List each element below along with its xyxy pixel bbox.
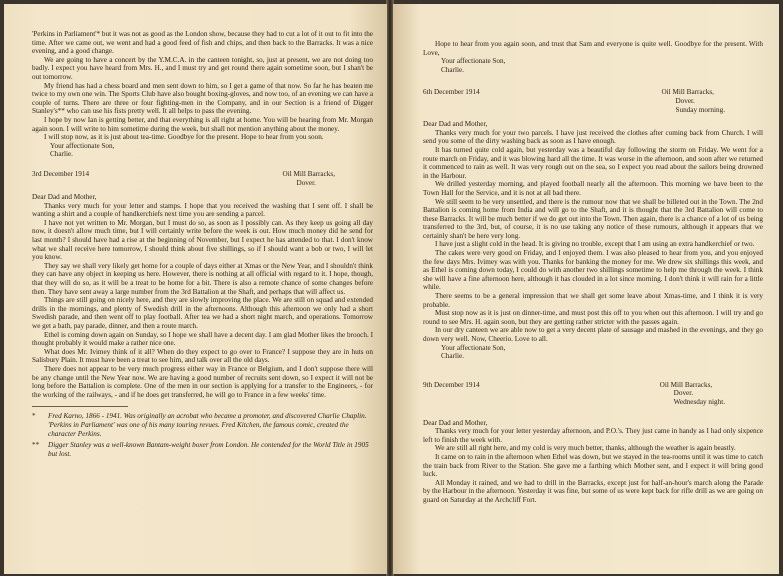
salutation: Dear Dad and Mother,	[423, 418, 488, 427]
letter-date: 9th December 1914	[423, 380, 480, 389]
left-page	[4, 4, 387, 574]
paragraph: I have just a slight cold in the head. It is giving no trouble, except that I am using an extra handkerchief or two.	[435, 240, 755, 249]
letter-9th-december	[423, 381, 763, 505]
footnote-mark: **	[32, 441, 40, 450]
paragraph: I will stop now, as it is just about tea-time. Goodbye for the present. Hope to hear from you soon.	[44, 133, 324, 142]
footnote-text: Digger Stanley was a well-known Bantam-weight boxer from London. He contended for the World Title in 1905 but lost.	[48, 441, 369, 458]
paragraph: We still seem to be very unsettled, and there is the rumour now that we shall be billeted out in the Town. The 2nd Battalion is coming home from India and will go to the Shaft, and it is thought that the 3rd Battalion will come to these Barracks. It will be much better if we do get out into the Town. Then again, there is a chance of a lot of us being transferred to the 3rd, but, of course, it is no use taking any notice of these rumours, although it appears that we certainly shan't be here very long.	[423, 197, 763, 240]
signature: Charlie.	[441, 352, 464, 361]
address-line: Oil Mill Barracks,	[282, 169, 335, 178]
paragraph: We are going to have a concert by the Y.M.C.A. in the canteen tonight, so, just at present, we are not doing too badly. I expect you have heard from Mrs. H., and I must try and get round there again sometime soon, but I shan't be out tomorrow.	[32, 55, 373, 81]
letter-address	[660, 381, 763, 407]
letter-date: 3rd December 1914	[32, 169, 90, 178]
letter-header	[423, 88, 763, 114]
footnote	[32, 441, 373, 458]
letter-date: 6th December 1914	[423, 88, 480, 97]
paragraph: I have not yet written to Mr. Morgan, but I must do so, as soon as I possibly can. As they keep us going all day now, it doesn't allow much time, but I will certainly write before the week is out. How much money did he send for last month? I should have had a rise at the beginning of November, but I expect he has attended to that. I don't know what we shall receive here tomorrow, I should think about five shillings, so if I should want a bob or two, I will let you know.	[32, 218, 373, 262]
closing-line: Your affectionate Son,	[441, 343, 506, 352]
paragraph: Thanks very much for your two parcels. I have just received the clothes after coming back from Church. I will send you some of the dirty washing back as soon as I have enough.	[423, 128, 763, 146]
letter-header	[32, 170, 373, 187]
letter-address	[283, 170, 374, 187]
signature: Charlie.	[50, 150, 73, 159]
letter-continuation	[32, 30, 373, 159]
paragraph: I hope by now Ian is getting better, and that everything is all right at home. You will be hearing from Mr. Morgan again soon. I will write to him sometime during the week, but shall not mention anything about the money.	[32, 115, 373, 133]
right-page	[393, 4, 779, 574]
letter-3rd-december	[32, 170, 373, 399]
address-line: Dover.	[675, 96, 695, 105]
letter-header	[423, 381, 763, 407]
address-line: Sunday morning.	[675, 105, 725, 114]
salutation: Dear Dad and Mother,	[423, 120, 488, 129]
paragraph: We drilled yesterday morning, and played football nearly all the afternoon. This morning we have been to the Town Hall for the Service, and it is not at all bad there.	[423, 180, 763, 197]
paragraph: What does Mr. Ivimey think of it all? When do they expect to go over to France? I suppose they are in huts on Salisbury Plain. It must have been a treat to see him, and talk over all the old days.	[32, 347, 373, 365]
letter-address	[661, 88, 763, 114]
paragraph: They say we shall very likely get home for a couple of days either at Xmas or the New Year, and I shouldn't think they can have any object in keeping us here. However, there is nothing at all official with regard to it. I hope, though, that they will do so, as it will be a treat to be home for a bit. There is also a remote chance of some changes before then. They have sent away a large number from the 3rd Battalion at the Shaft, and perhaps that will affect us.	[32, 261, 373, 296]
paragraph: There does not appear to be very much progress either way in France or Belgium, and I don't suppose there will be any change until the New Year now. We are having a good number of recruits sent down, so I expect it will not be long before the Battalion is complete. One of the men in our section is applying for a transfer to the Engineers, - for the working of the railways, - and if he does get transferred, he will go to France in a few weeks' time.	[32, 364, 373, 399]
signature: Charlie.	[441, 65, 464, 74]
letter-continuation	[423, 40, 763, 74]
paragraph: Hope to hear from you again soon, and trust that Sam and everyone is quite well. Goodbye for the present. With Love,	[423, 40, 763, 57]
paragraph: It has turned quite cold again, but yesterday was a beautiful day following the storm on Friday. We went for a route march on Friday, and it was blowing hard all the time. It was worse in the afternoon, and soon after we returned it commenced to rain as well. It was very rough out on the sea, so I expect you read about the sailors being drowned in the Harbour.	[423, 145, 763, 180]
address-line: Oil Mill Barracks,	[659, 380, 713, 389]
footnote-divider	[32, 406, 128, 407]
paragraph: My friend has had a chess board and men sent down to him, so I get a game of that now. So far he has beaten me twice to my own one win. The Sports Club have also bought boxing-gloves, and now too, of an evening we can have a couple of turns. There are three or four fighting-men in the Company, and in our Section is a friend of Digger Stanley's** who can use his fists pretty well. It all helps to pass the evening.	[32, 81, 374, 116]
paragraph: Thanks very much for your letter yesterday afternoon, and P.O.'s. They just came in handy as I had only sixpence left to finish the week with.	[423, 427, 763, 444]
address-line: Dover.	[673, 389, 694, 398]
footnote	[32, 412, 373, 438]
paragraph: We are still all right here, and my cold is very much better, thanks, although the weather is again beastly.	[435, 444, 736, 453]
footnote-text: Fred Karno, 1866 - 1941. Was originally an acrobat who became a promoter, and discovered Charlie Chaplin. 'Perkins in Parliament' was one of his many touring revues. Fred Kitchen, the famous comic, created the character Perkins.	[48, 412, 367, 438]
paragraph: All Monday it rained, and we had to drill in the Barracks, except just for half-an-hour's march along the Parade by the Harbour in the afternoon. Yesterday it was fine, but some of us were kept back for rifle drill as we are going on guard on Saturday at the Archcliff Fort.	[423, 478, 763, 504]
paragraph: It came on to rain in the afternoon when Ethel was down, but we stayed in the tea-rooms until it was time to catch the train back from River to the Station. She gave me a farthing which Mother sent, and I expect it will bring good luck.	[423, 452, 763, 479]
address-line: Oil Mill Barracks,	[661, 88, 714, 97]
paragraph: Must stop now as it is just on dinner-time, and must post this off to you when out this afternoon. I will try and go round to see Mrs. H. again soon, but they are getting rather stricter with the passes again.	[423, 309, 763, 326]
paragraph: The cakes were very good on Friday, and I enjoyed them. I was also pleased to hear from you, and you enjoyed the few days Mrs. Ivimey was with you. Thanks for banking the money for me. We drew six shillings this week, and as Ethel is coming down today, I could do with another two shillings sometime to help me through the week. I think she will have a fine afternoon here, although it has clouded in a lot since morning. I don't think it will rain for a little while.	[423, 249, 763, 292]
closing-line: Your affectionate Son,	[441, 57, 506, 66]
paragraph: 'Perkins in Parliament'* but it was not as good as the London show, because they had to cut a lot of it out to fit into the time. After we came out, we went and had a good feed of fish and chips, and then back to the Barracks. It was a nice evening, and a good change.	[32, 30, 373, 56]
closing-line: Your affectionate Son,	[50, 141, 115, 150]
paragraph: In our dry canteen we are able now to get a very decent plate of sausage and mashed in the evenings, and they go down very well. Now, Cheerio. Love to all.	[423, 326, 763, 343]
footnote-mark: *	[32, 412, 36, 421]
paragraph: Thanks very much for your letter and stamps. I hope that you received the washing that I sent off. I shall be wanting a shirt and a couple of handkerchiefs next time you are sending a parcel.	[32, 201, 373, 219]
letter-6th-december	[423, 88, 763, 360]
address-line: Dover.	[296, 178, 316, 187]
paragraph: There seems to be a general impression that we shall get some leave about Xmas-time, and I think it is very probable.	[423, 292, 763, 309]
salutation: Dear Dad and Mother,	[32, 193, 97, 202]
paragraph: Ethel is coming down again on Sunday, so I hope we shall have a decent day. I am glad Mother likes the brooch. I thought probably it would make a rather nice one.	[32, 330, 373, 348]
paragraph: Things are still going on nicely here, and they are slowly improving the place. We are still on squad and extended drills in the mornings, and plenty of Swedish drill in the afternoons. Although this afternoon we only had a short Swedish parade, and then went off to play football. After tea we had a short night march, and operations. Tomorrow we get a bath, pay parade, dinner, and then a route march.	[32, 296, 373, 330]
address-line: Wednesday night.	[673, 397, 725, 406]
